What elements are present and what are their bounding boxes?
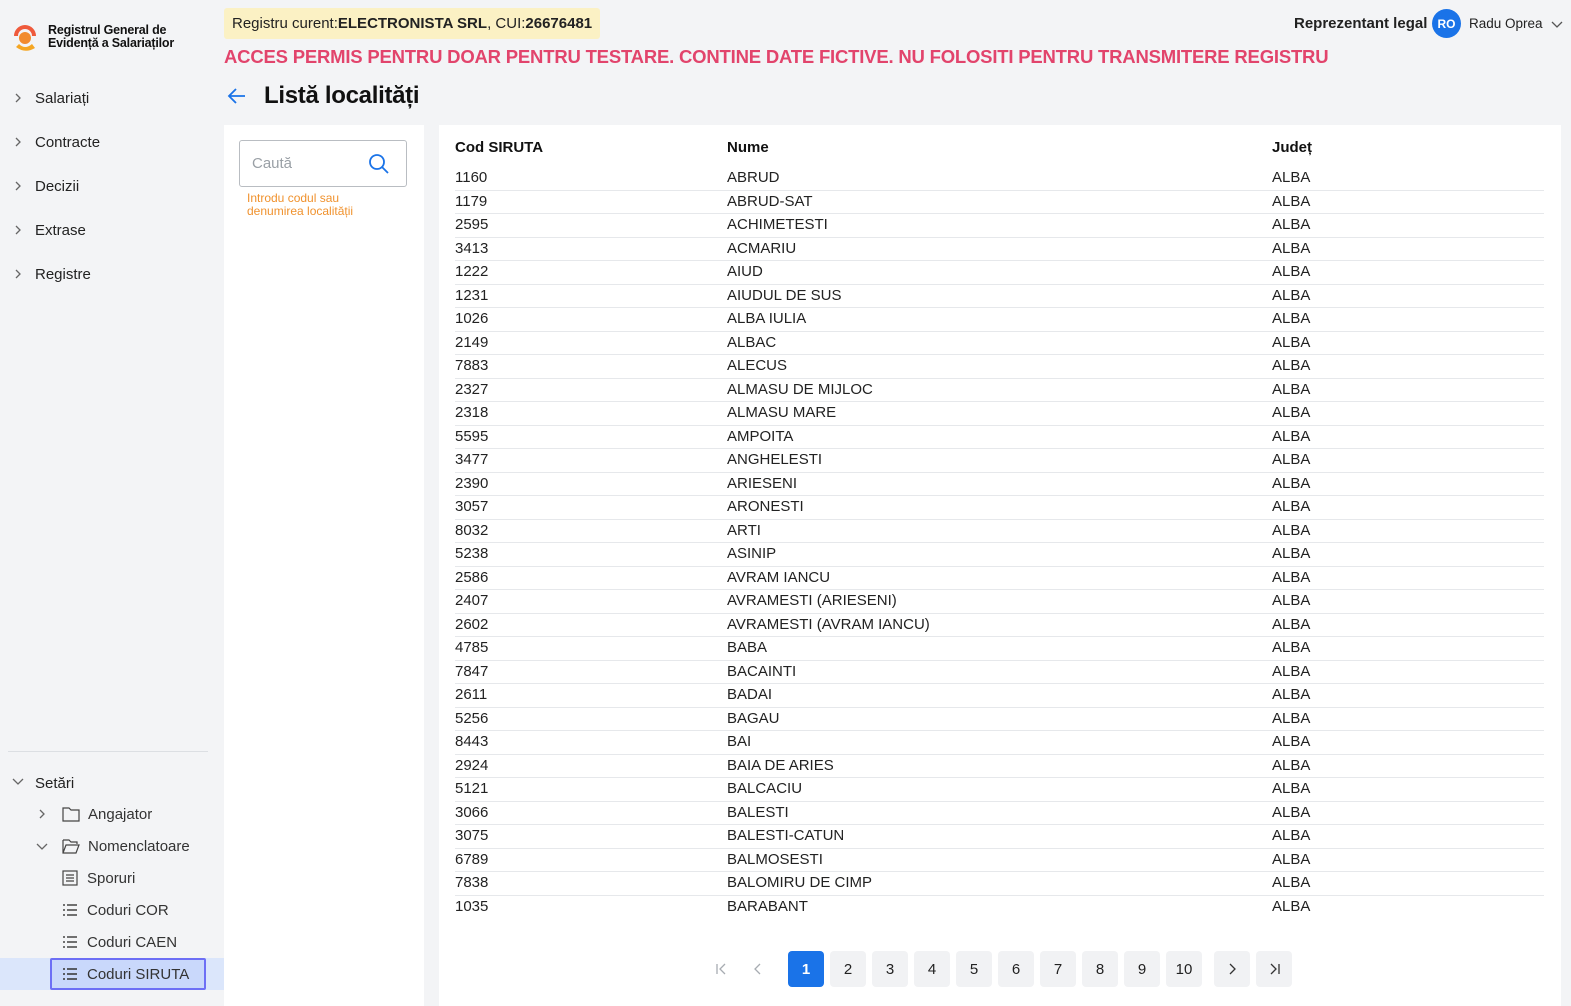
cell-nume: BALMOSESTI bbox=[727, 850, 823, 868]
cell-judet: ALBA bbox=[1272, 756, 1311, 774]
search-panel bbox=[224, 125, 424, 1006]
page-button[interactable]: 5 bbox=[956, 951, 992, 987]
folder-icon bbox=[62, 805, 80, 823]
cell-nume: ALMASU DE MIJLOC bbox=[727, 380, 873, 398]
cell-cod-siruta: 2327 bbox=[455, 380, 489, 398]
cell-nume: ALBA IULIA bbox=[727, 310, 807, 327]
cell-nume: AVRAMESTI (AVRAM IANCU) bbox=[727, 615, 930, 633]
list-icon bbox=[61, 965, 79, 983]
settings-tree bbox=[0, 768, 224, 990]
cell-cod-siruta: 5238 bbox=[455, 545, 489, 562]
cell-judet: ALBA bbox=[1272, 733, 1311, 750]
cell-cod-siruta: 3066 bbox=[455, 803, 489, 821]
page-buttons bbox=[788, 951, 1202, 987]
cell-judet: ALBA bbox=[1272, 380, 1311, 398]
page-button[interactable]: 2 bbox=[830, 951, 866, 987]
tree-item-sporuri[interactable] bbox=[0, 862, 224, 894]
table-row[interactable] bbox=[455, 191, 1544, 215]
table-header bbox=[455, 139, 1544, 165]
cell-cod-siruta: 2602 bbox=[455, 615, 489, 633]
cell-nume: ACHIMETESTI bbox=[727, 216, 828, 233]
cell-nume: BARABANT bbox=[727, 897, 808, 915]
cell-nume: BACAINTI bbox=[727, 662, 797, 680]
prev-page-icon[interactable] bbox=[740, 951, 776, 987]
cell-judet: ALBA bbox=[1272, 498, 1311, 515]
cell-cod-siruta: 5256 bbox=[455, 709, 489, 727]
table-row[interactable] bbox=[455, 332, 1544, 356]
list-icon bbox=[61, 901, 79, 919]
cell-judet: ALBA bbox=[1272, 827, 1311, 844]
cell-cod-siruta: 7883 bbox=[455, 357, 489, 374]
cell-cod-siruta: 8032 bbox=[455, 521, 489, 539]
nav-item-label: Extrase bbox=[35, 221, 86, 239]
cell-nume: ABRUD bbox=[727, 169, 780, 186]
cell-judet: ALBA bbox=[1272, 474, 1311, 492]
cell-cod-siruta: 1026 bbox=[455, 310, 489, 327]
cell-judet: ALBA bbox=[1272, 850, 1311, 868]
search-icon[interactable] bbox=[368, 153, 390, 175]
table-row[interactable] bbox=[455, 355, 1544, 379]
folder-open-icon bbox=[62, 837, 80, 855]
tree-item-label: Sporuri bbox=[87, 869, 136, 887]
cell-cod-siruta: 5121 bbox=[455, 780, 489, 797]
column-header-judet[interactable]: Județ bbox=[1272, 139, 1313, 156]
chevron-right-icon bbox=[12, 224, 24, 236]
search-box bbox=[239, 140, 407, 187]
cell-cod-siruta: 1035 bbox=[455, 897, 489, 915]
next-page-icon[interactable] bbox=[1214, 951, 1250, 987]
table-row[interactable] bbox=[455, 731, 1544, 755]
cell-cod-siruta: 2586 bbox=[455, 568, 489, 586]
cell-nume: ARONESTI bbox=[727, 498, 804, 515]
cell-judet: ALBA bbox=[1272, 709, 1311, 727]
cell-nume: BABA bbox=[727, 639, 768, 656]
cell-cod-siruta: 1222 bbox=[455, 263, 489, 280]
sidebar bbox=[0, 0, 224, 1006]
cell-nume: BAIA DE ARIES bbox=[727, 756, 834, 774]
chevron-right-icon bbox=[12, 92, 24, 104]
cell-judet: ALBA bbox=[1272, 780, 1311, 797]
cell-nume: BAI bbox=[727, 733, 752, 750]
page-button[interactable]: 3 bbox=[872, 951, 908, 987]
table-row[interactable] bbox=[455, 872, 1544, 896]
table-row[interactable] bbox=[455, 449, 1544, 473]
cell-cod-siruta: 1160 bbox=[455, 169, 488, 186]
cell-cod-siruta: 2407 bbox=[455, 592, 489, 609]
table-row[interactable] bbox=[455, 426, 1544, 450]
cell-cod-siruta: 7847 bbox=[455, 662, 489, 680]
first-page-icon[interactable] bbox=[704, 951, 740, 987]
cell-nume: AIUDUL DE SUS bbox=[727, 286, 842, 304]
cell-judet: ALBA bbox=[1272, 521, 1311, 539]
table-row[interactable] bbox=[455, 520, 1544, 544]
cell-nume: AVRAM IANCU bbox=[727, 568, 831, 586]
registry-prefix: Registru curent: bbox=[232, 15, 338, 32]
table-row[interactable] bbox=[455, 567, 1544, 591]
tree-item-nomenclatoare[interactable] bbox=[0, 830, 224, 862]
tree-item-label: Coduri CAEN bbox=[87, 933, 178, 951]
search-hint: Introdu codul sau denumirea localității bbox=[247, 191, 354, 218]
sidebar-divider bbox=[8, 751, 208, 752]
brand-name bbox=[48, 24, 208, 50]
chevron-right-icon bbox=[12, 268, 24, 280]
table-row[interactable] bbox=[455, 802, 1544, 826]
cell-cod-siruta: 1179 bbox=[455, 192, 488, 210]
nav-item-salariati[interactable] bbox=[0, 76, 224, 120]
brand-logo-icon bbox=[10, 22, 40, 52]
cell-cod-siruta: 4785 bbox=[455, 639, 489, 656]
table-row[interactable] bbox=[455, 238, 1544, 262]
nav-item-contracte[interactable] bbox=[0, 120, 224, 164]
chevron-down-icon bbox=[36, 840, 48, 852]
cell-nume: BALESTI bbox=[727, 803, 789, 821]
cell-judet: ALBA bbox=[1272, 404, 1311, 421]
cell-nume: BADAI bbox=[727, 686, 773, 703]
chevron-down-icon bbox=[12, 774, 24, 792]
cell-nume: ARIESENI bbox=[727, 474, 798, 492]
table-row[interactable] bbox=[455, 543, 1544, 567]
page-button[interactable]: 1 bbox=[788, 951, 824, 987]
cell-judet: ALBA bbox=[1272, 333, 1311, 351]
cell-cod-siruta: 3413 bbox=[455, 239, 489, 257]
table-row[interactable] bbox=[455, 661, 1544, 685]
cell-nume: ASINIP bbox=[727, 545, 777, 562]
tree-item-label: Coduri COR bbox=[87, 901, 169, 919]
cell-judet: ALBA bbox=[1272, 803, 1311, 821]
page-button[interactable]: 10 bbox=[1166, 951, 1202, 987]
pagination bbox=[704, 951, 1292, 987]
cell-cod-siruta: 3477 bbox=[455, 451, 489, 468]
chevron-right-icon bbox=[12, 180, 24, 192]
page-button[interactable]: 7 bbox=[1040, 951, 1076, 987]
nav-item-label: Registre bbox=[35, 265, 91, 283]
tree-item-label: Angajator bbox=[88, 805, 153, 823]
cell-cod-siruta: 2149 bbox=[455, 333, 489, 351]
cell-nume: BALOMIRU DE CIMP bbox=[727, 874, 873, 891]
tree-item-coduri-cor[interactable] bbox=[0, 894, 224, 926]
user-role: Reprezentant legal bbox=[1294, 15, 1428, 32]
cell-nume: ALECUS bbox=[727, 357, 788, 374]
cell-cod-siruta: 8443 bbox=[455, 733, 489, 750]
nav-item-label: Contracte bbox=[35, 133, 101, 151]
table-row[interactable] bbox=[455, 708, 1544, 732]
chevron-right-icon bbox=[12, 136, 24, 148]
cell-judet: ALBA bbox=[1272, 357, 1311, 374]
nav-item-registre[interactable] bbox=[0, 252, 224, 296]
cell-nume: ACMARIU bbox=[727, 239, 797, 257]
cell-judet: ALBA bbox=[1272, 216, 1311, 233]
page-button[interactable]: 8 bbox=[1082, 951, 1118, 987]
page-button[interactable]: 9 bbox=[1124, 951, 1160, 987]
cell-nume: BALESTI-CATUN bbox=[727, 827, 845, 844]
page-button[interactable]: 4 bbox=[914, 951, 950, 987]
cell-judet: ALBA bbox=[1272, 192, 1311, 210]
table-row[interactable] bbox=[455, 896, 1544, 920]
cell-nume: ALMASU MARE bbox=[727, 404, 837, 421]
cell-nume: AMPOITA bbox=[727, 427, 794, 445]
table-row[interactable] bbox=[455, 849, 1544, 873]
cell-cod-siruta: 6789 bbox=[455, 850, 489, 868]
cell-cod-siruta: 3075 bbox=[455, 827, 489, 844]
avatar: RO bbox=[1432, 9, 1461, 38]
settings-toggle[interactable] bbox=[0, 768, 224, 798]
chevron-right-icon bbox=[36, 808, 48, 820]
back-arrow-icon[interactable] bbox=[226, 85, 248, 107]
nav-item-decizii[interactable] bbox=[0, 164, 224, 208]
table-row[interactable] bbox=[455, 614, 1544, 638]
cell-judet: ALBA bbox=[1272, 592, 1311, 609]
test-warning-banner: ACCES PERMIS PENTRU DOAR PENTRU TESTARE. CONTINE DATE FICTIVE. NU FOLOSITI PENTRU TRANSMITERE REGISTRU bbox=[224, 46, 1329, 67]
table-row[interactable] bbox=[455, 379, 1544, 403]
cell-nume: AVRAMESTI (ARIESENI) bbox=[727, 592, 897, 609]
cell-nume: ALBAC bbox=[727, 333, 777, 351]
cell-nume: ARTI bbox=[727, 521, 761, 539]
cell-judet: ALBA bbox=[1272, 239, 1311, 257]
tree-item-coduri-caen[interactable] bbox=[0, 926, 224, 958]
cell-nume: ANGHELESTI bbox=[727, 451, 823, 468]
cell-judet: ALBA bbox=[1272, 169, 1311, 186]
cell-judet: ALBA bbox=[1272, 897, 1311, 915]
cell-judet: ALBA bbox=[1272, 639, 1311, 656]
table-row[interactable] bbox=[455, 261, 1544, 285]
table-row[interactable] bbox=[455, 755, 1544, 779]
table-panel bbox=[439, 125, 1561, 1006]
table-row[interactable] bbox=[455, 684, 1544, 708]
column-header-cod-siruta[interactable]: Cod SIRUTA bbox=[455, 139, 544, 156]
cell-judet: ALBA bbox=[1272, 615, 1311, 633]
brand-line-2: Evidență a Salariaților bbox=[48, 36, 175, 50]
cell-judet: ALBA bbox=[1272, 451, 1311, 468]
settings-label: Setări bbox=[35, 774, 75, 792]
table-row[interactable] bbox=[455, 308, 1544, 332]
tree-item-label: Nomenclatoare bbox=[88, 837, 190, 855]
cell-judet: ALBA bbox=[1272, 310, 1311, 327]
table-row[interactable] bbox=[455, 402, 1544, 426]
current-registry-badge bbox=[224, 8, 600, 39]
cell-nume: ABRUD-SAT bbox=[727, 192, 813, 210]
table-row[interactable] bbox=[455, 473, 1544, 497]
column-header-nume[interactable]: Nume bbox=[727, 139, 769, 156]
brand-line-1: Registrul General de bbox=[48, 23, 167, 37]
tree-item-label: Coduri SIRUTA bbox=[87, 965, 190, 983]
cell-cod-siruta: 7838 bbox=[455, 874, 489, 891]
registry-cui-prefix: , CUI: bbox=[487, 15, 526, 32]
cell-judet: ALBA bbox=[1272, 686, 1311, 703]
registry-company: ELECTRONISTA SRL bbox=[337, 15, 488, 32]
cell-judet: ALBA bbox=[1272, 874, 1311, 891]
page-button[interactable]: 6 bbox=[998, 951, 1034, 987]
cell-judet: ALBA bbox=[1272, 568, 1311, 586]
user-menu[interactable] bbox=[1432, 9, 1563, 38]
cell-cod-siruta: 2390 bbox=[455, 474, 489, 492]
cell-cod-siruta: 2595 bbox=[455, 216, 489, 233]
nav-item-label: Salariați bbox=[35, 89, 90, 107]
cell-judet: ALBA bbox=[1272, 286, 1311, 304]
cell-cod-siruta: 1231 bbox=[455, 286, 489, 304]
table-row[interactable] bbox=[455, 496, 1544, 520]
last-page-icon[interactable] bbox=[1256, 951, 1292, 987]
cell-nume: BALCACIU bbox=[727, 780, 803, 797]
table-row[interactable] bbox=[455, 590, 1544, 614]
table-row[interactable] bbox=[455, 637, 1544, 661]
list-icon bbox=[61, 933, 79, 951]
search-input[interactable] bbox=[252, 155, 362, 172]
cell-cod-siruta: 3057 bbox=[455, 498, 489, 515]
cell-judet: ALBA bbox=[1272, 263, 1311, 280]
nav-item-label: Decizii bbox=[35, 177, 80, 195]
cell-nume: AIUD bbox=[727, 263, 763, 280]
tree-item-angajator[interactable] bbox=[0, 798, 224, 830]
cell-cod-siruta: 2611 bbox=[455, 686, 488, 703]
cell-judet: ALBA bbox=[1272, 427, 1311, 445]
cell-judet: ALBA bbox=[1272, 545, 1311, 562]
user-name: Radu Oprea bbox=[1469, 16, 1543, 31]
table-row[interactable] bbox=[455, 778, 1544, 802]
cell-cod-siruta: 5595 bbox=[455, 427, 489, 445]
table-row[interactable] bbox=[455, 285, 1544, 309]
chevron-down-icon bbox=[1551, 18, 1563, 30]
registry-cui: 26676481 bbox=[525, 15, 593, 32]
table-row[interactable] bbox=[455, 167, 1544, 191]
table-row[interactable] bbox=[455, 825, 1544, 849]
table-row[interactable] bbox=[455, 214, 1544, 238]
list-box-icon bbox=[61, 869, 79, 887]
page-title: Listă localități bbox=[264, 82, 420, 109]
brand[interactable] bbox=[10, 22, 208, 52]
cell-cod-siruta: 2318 bbox=[455, 404, 489, 421]
tree-item-coduri-siruta[interactable] bbox=[0, 958, 224, 990]
cell-nume: BAGAU bbox=[727, 709, 780, 727]
table-body bbox=[455, 167, 1544, 919]
cell-cod-siruta: 2924 bbox=[455, 756, 489, 774]
cell-judet: ALBA bbox=[1272, 662, 1311, 680]
main-nav bbox=[0, 76, 224, 296]
nav-item-extrase[interactable] bbox=[0, 208, 224, 252]
